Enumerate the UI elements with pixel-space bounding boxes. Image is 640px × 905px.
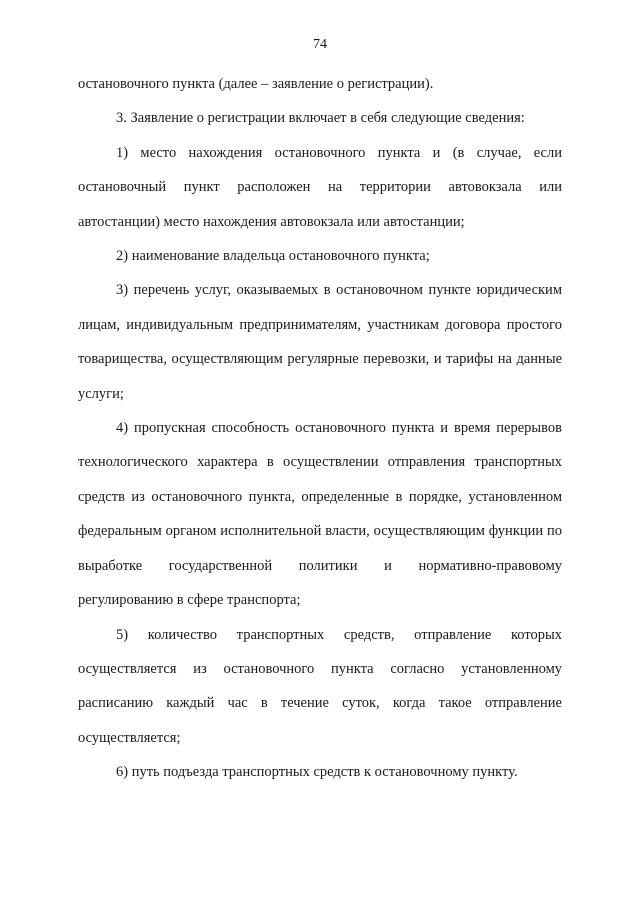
paragraph-continuation: остановочного пункта (далее – заявление о регистрации). <box>78 76 434 92</box>
paragraph-item-3: 3) перечень услуг, оказываемых в остановочном пункте юридическим лицам, индивидуальным предпринимателям, участникам договора простого товарищества, осуществляющим регулярные перевозки, и тарифы на данные услуги; <box>78 282 562 402</box>
paragraph-item-4: 4) пропускная способность остановочного пункта и время перерывов технологического характера в осуществлении отправления транспортных средств из остановочного пункта, определенные в порядке, установленном федеральным органом исполнительной власти, осуществляющим функции по выработке государственной политики и нормативно-правовому регулированию в сфере транспорта; <box>78 420 562 609</box>
paragraph-item-2: 2) наименование владельца остановочного пункта; <box>116 248 430 265</box>
document-body <box>78 67 562 790</box>
paragraph-item-1: 1) место нахождения остановочного пункта и (в случае, если остановочный пункт расположен на территории автовокзала или автостанции) место нахождения автовокзала или автостанции; <box>78 144 562 230</box>
paragraph-clause-3: 3. Заявление о регистрации включает в себя следующие сведения: <box>116 110 525 127</box>
page-number: 74 <box>313 37 327 52</box>
paragraph-item-5: 5) количество транспортных средств, отправление которых осуществляется из остановочного пункта согласно установленному расписанию каждый час в течение суток, когда такое отправление осуществляется; <box>78 626 562 746</box>
paragraph-item-6: 6) путь подъезда транспортных средств к остановочному пункту. <box>116 764 518 781</box>
